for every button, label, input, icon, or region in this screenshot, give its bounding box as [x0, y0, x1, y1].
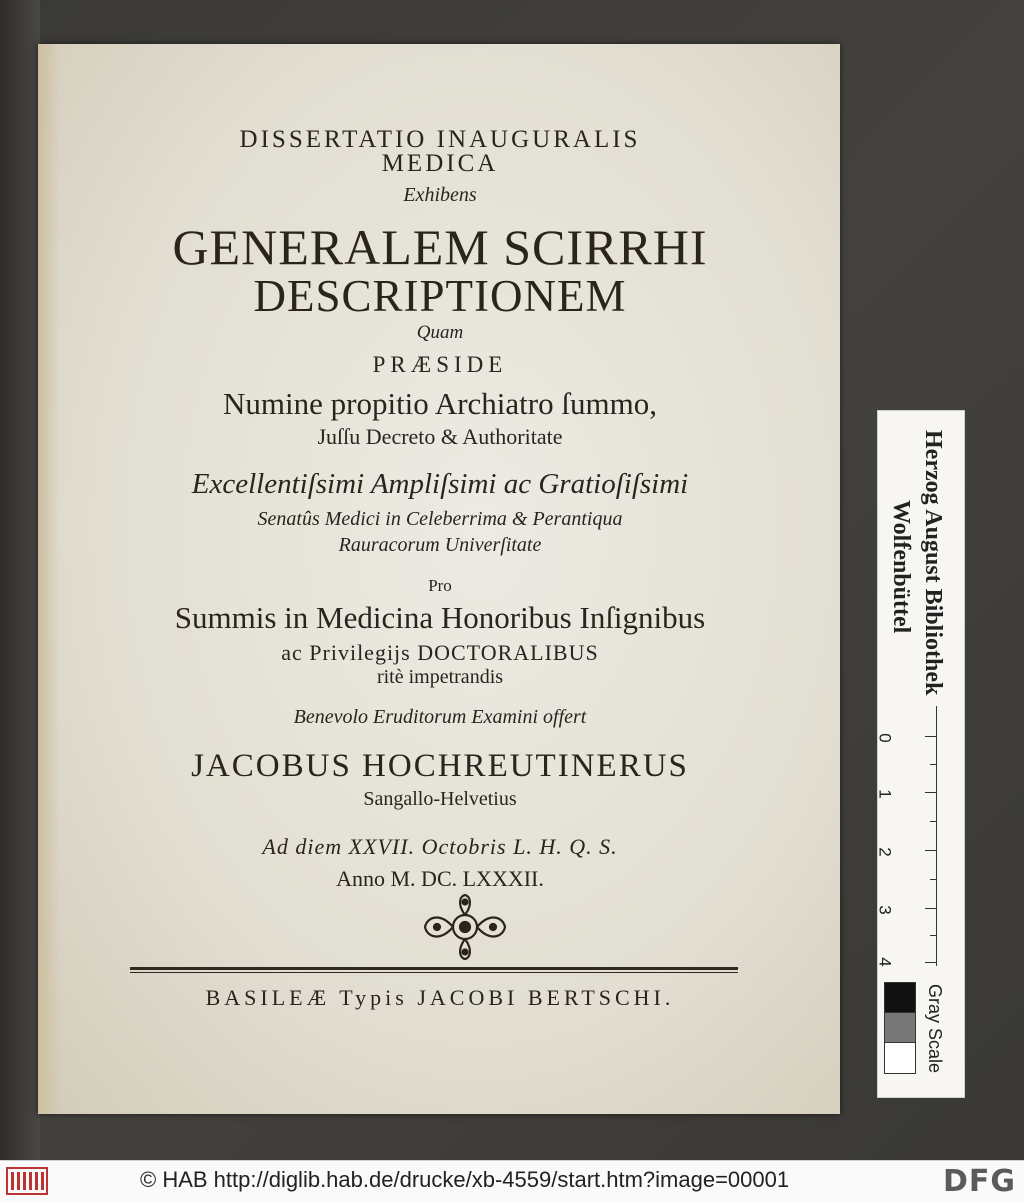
date-line: Ad diem XXVII. Octobris L. H. Q. S. — [262, 834, 618, 859]
gray-patch-mid — [884, 1012, 916, 1044]
ruler-tick — [925, 908, 937, 909]
dfg-logo: DFG — [942, 1164, 1016, 1199]
footer-bar — [0, 1160, 1024, 1201]
card-institution-line2: Wolfenbüttel — [888, 500, 914, 634]
numine-line: Numine propitio Archiatro ſummo, — [223, 386, 657, 421]
ruler-line — [936, 706, 937, 966]
background-left-strip — [0, 0, 40, 1160]
gray-patch-white — [884, 1042, 916, 1074]
ruler-label: 0 — [875, 733, 895, 743]
ruler-tick — [925, 736, 937, 737]
praeside-line: PRÆSIDE — [372, 352, 508, 377]
ruler-tick-minor — [930, 935, 937, 936]
imprint-rule-thin — [130, 972, 738, 973]
pro-line: Pro — [428, 576, 452, 595]
ruler-tick — [925, 850, 937, 851]
senatus-line: Senatûs Medici in Celeberrima & Perantiqua — [257, 508, 623, 530]
ruler-tick — [925, 962, 937, 963]
imprint: BASILEÆ Typis JACOBI BERTSCHI. — [205, 985, 675, 1010]
benevolo-line: Benevolo Eruditorum Examini offert — [293, 706, 587, 728]
printer-ornament-icon — [415, 892, 515, 962]
exhibens-line: Exhibens — [403, 184, 477, 206]
ruler-tick — [925, 792, 937, 793]
dissertation-subject: MEDICA — [381, 150, 499, 177]
ruler-label: 1 — [875, 789, 895, 799]
main-title-line2: DESCRIPTIONEM — [253, 271, 627, 321]
hab-logo-icon — [6, 1167, 48, 1195]
dissertation-heading: DISSERTATIO INAUGURALIS — [239, 126, 641, 153]
jussu-line: Juſſu Decreto & Authoritate — [317, 424, 563, 449]
author-name: JACOBUS HOCHREUTINERUS — [191, 748, 689, 784]
quam-line: Quam — [416, 322, 464, 343]
card-institution-line1: Herzog August Bibliothek — [920, 430, 946, 696]
gray-patch-black — [884, 982, 916, 1014]
privilegijs-line: ac Privilegijs DOCTORALIBUS — [281, 640, 599, 665]
page-edge-shadow — [38, 44, 60, 1114]
ruler-tick-minor — [930, 821, 937, 822]
ruler-label: 4 — [875, 957, 895, 967]
year-line: Anno M. DC. LXXXII. — [336, 866, 544, 891]
ruler-label: 3 — [875, 905, 895, 915]
ruler-tick-minor — [930, 764, 937, 765]
main-title-line1: GENERALEM SCIRRHI — [172, 219, 708, 275]
gray-scale-label: Gray Scale — [925, 984, 945, 1074]
imprint-rule — [130, 967, 738, 970]
ruler-tick-minor — [930, 879, 937, 880]
copyright-link[interactable]: © HAB http://diglib.hab.de/drucke/xb-4559/start.htm?image=00001 — [140, 1167, 790, 1192]
title-page — [38, 44, 840, 1114]
summis-line: Summis in Medicina Honoribus Inſignibus — [174, 600, 706, 635]
author-origin: Sangallo-Helvetius — [363, 788, 517, 810]
rauracorum-line: Rauracorum Univerſitate — [338, 534, 542, 556]
ruler-label: 2 — [875, 847, 895, 857]
excellentissimi-line: Excellentiſsimi Ampliſsimi ac Gratioſiſsimi — [191, 468, 689, 500]
rite-line: ritè impetrandis — [376, 666, 504, 688]
